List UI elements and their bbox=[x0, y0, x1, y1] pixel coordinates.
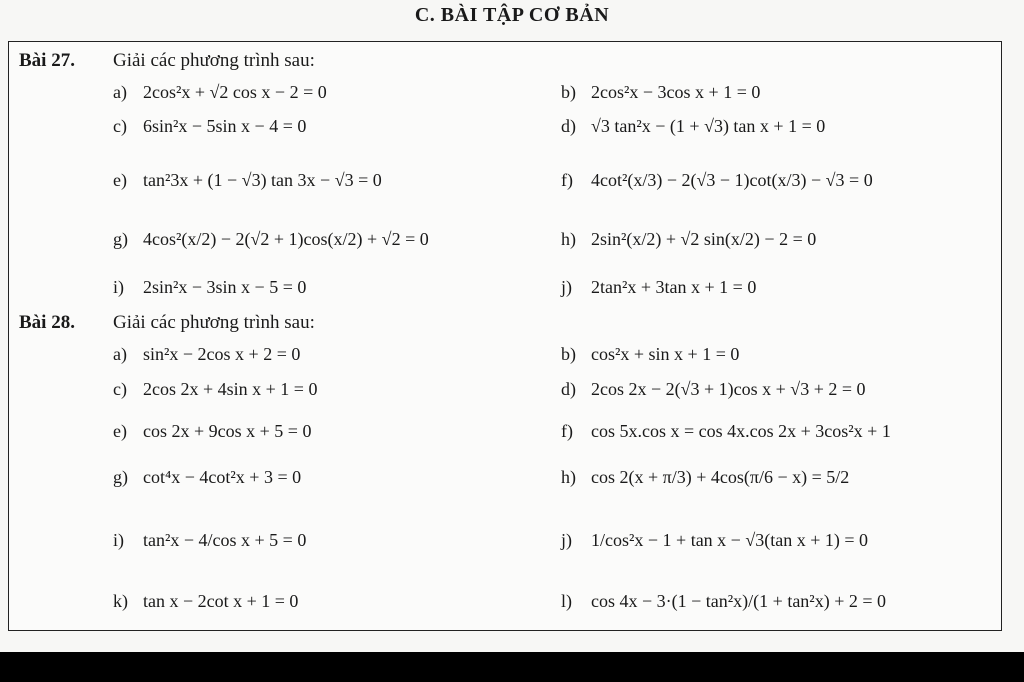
item-label: e) bbox=[113, 421, 127, 441]
bai28-instruction: Giải các phương trình sau: bbox=[113, 312, 315, 333]
bai28-item-i bbox=[113, 526, 306, 554]
item-label: j) bbox=[561, 277, 572, 297]
bai27-item-g bbox=[113, 225, 429, 253]
equation: 2cos²x − 3cos x + 1 = 0 bbox=[591, 82, 761, 102]
equation: tan x − 2cot x + 1 = 0 bbox=[143, 591, 299, 611]
item-label: b) bbox=[561, 344, 576, 364]
item-label: i) bbox=[113, 530, 124, 550]
bai27-item-e bbox=[113, 166, 382, 194]
bai27-number: Bài 27. bbox=[19, 50, 75, 71]
exercise-box bbox=[8, 41, 1002, 631]
item-label: d) bbox=[561, 116, 576, 136]
equation: 6sin²x − 5sin x − 4 = 0 bbox=[143, 116, 307, 136]
bai28-item-k bbox=[113, 587, 298, 615]
item-label: h) bbox=[561, 467, 576, 487]
equation: cos 2(x + π/3) + 4cos(π/6 − x) = 5/2 bbox=[591, 467, 850, 487]
bai27-item-h bbox=[561, 225, 816, 253]
equation: 2sin²(x/2) + √2 sin(x/2) − 2 = 0 bbox=[591, 229, 817, 249]
equation: 2cos 2x − 2(√3 + 1)cos x + √3 + 2 = 0 bbox=[591, 379, 866, 399]
bai28-item-e bbox=[113, 417, 311, 445]
item-label: g) bbox=[113, 229, 128, 249]
bai27-item-c bbox=[113, 112, 306, 140]
bai28-item-l bbox=[561, 587, 886, 615]
equation: cos 5x.cos x = cos 4x.cos 2x + 3cos²x + 1 bbox=[591, 421, 891, 441]
item-label: b) bbox=[561, 82, 576, 102]
bai28-item-a bbox=[113, 340, 300, 368]
bai28-heading bbox=[19, 312, 315, 334]
item-label: f) bbox=[561, 421, 573, 441]
item-label: g) bbox=[113, 467, 128, 487]
equation: 1/cos²x − 1 + tan x − √3(tan x + 1) = 0 bbox=[591, 530, 868, 550]
bai28-item-b bbox=[561, 340, 739, 368]
equation: tan²3x + (1 − √3) tan 3x − √3 = 0 bbox=[143, 170, 382, 190]
equation: 2sin²x − 3sin x − 5 = 0 bbox=[143, 277, 307, 297]
item-label: l) bbox=[561, 591, 572, 611]
item-label: a) bbox=[113, 82, 127, 102]
bai28-item-g bbox=[113, 463, 301, 491]
bai27-item-d bbox=[561, 112, 825, 140]
bottom-black-bar bbox=[0, 652, 1024, 682]
equation: 2tan²x + 3tan x + 1 = 0 bbox=[591, 277, 757, 297]
bai27-item-f bbox=[561, 166, 873, 194]
equation: cos 4x − 3·(1 − tan²x)/(1 + tan²x) + 2 = 0 bbox=[591, 591, 886, 611]
bai27-item-b bbox=[561, 78, 760, 106]
section-title: C. BÀI TẬP CƠ BẢN bbox=[414, 4, 610, 26]
item-label: f) bbox=[561, 170, 573, 190]
bai28-item-h bbox=[561, 463, 849, 491]
equation: cos 2x + 9cos x + 5 = 0 bbox=[143, 421, 312, 441]
item-label: a) bbox=[113, 344, 127, 364]
item-label: e) bbox=[113, 170, 127, 190]
bai27-item-j bbox=[561, 273, 756, 301]
item-label: j) bbox=[561, 530, 572, 550]
equation: 4cos²(x/2) − 2(√2 + 1)cos(x/2) + √2 = 0 bbox=[143, 229, 429, 249]
bai28-item-d bbox=[561, 375, 866, 403]
bai27-item-a bbox=[113, 78, 327, 106]
bai28-item-f bbox=[561, 417, 891, 445]
equation: cos²x + sin x + 1 = 0 bbox=[591, 344, 740, 364]
bai28-item-j bbox=[561, 526, 868, 554]
bai27-item-i bbox=[113, 273, 306, 301]
item-label: d) bbox=[561, 379, 576, 399]
item-label: i) bbox=[113, 277, 124, 297]
bai27-heading bbox=[19, 50, 315, 72]
equation: 2cos 2x + 4sin x + 1 = 0 bbox=[143, 379, 318, 399]
equation: cot⁴x − 4cot²x + 3 = 0 bbox=[143, 467, 302, 487]
item-label: c) bbox=[113, 116, 127, 136]
item-label: c) bbox=[113, 379, 127, 399]
equation: 4cot²(x/3) − 2(√3 − 1)cot(x/3) − √3 = 0 bbox=[591, 170, 873, 190]
bai28-item-c bbox=[113, 375, 317, 403]
item-label: h) bbox=[561, 229, 576, 249]
bai27-instruction: Giải các phương trình sau: bbox=[113, 50, 315, 71]
equation: 2cos²x + √2 cos x − 2 = 0 bbox=[143, 82, 327, 102]
equation: tan²x − 4/cos x + 5 = 0 bbox=[143, 530, 307, 550]
equation: sin²x − 2cos x + 2 = 0 bbox=[143, 344, 301, 364]
item-label: k) bbox=[113, 591, 128, 611]
bai28-number: Bài 28. bbox=[19, 312, 75, 333]
equation: √3 tan²x − (1 + √3) tan x + 1 = 0 bbox=[591, 116, 826, 136]
